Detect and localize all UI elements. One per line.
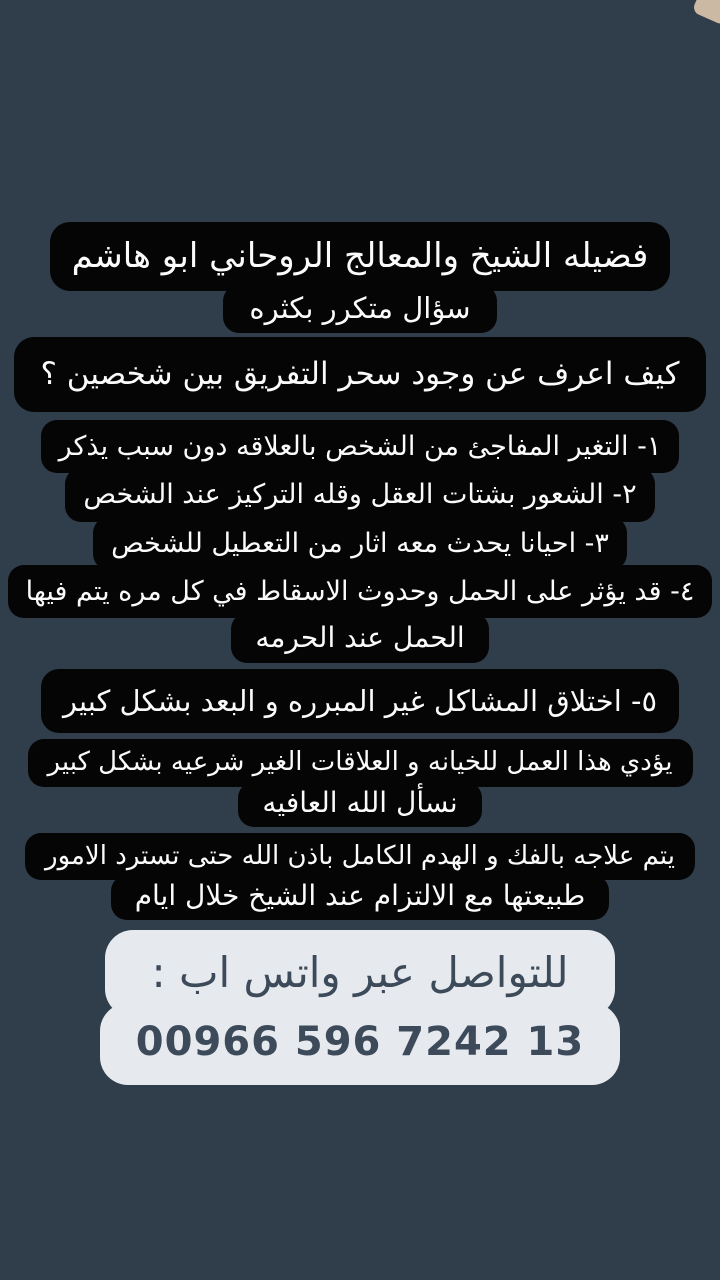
sheikh-title-line: فضيله الشيخ والمعالج الروحاني ابو هاشم: [50, 222, 671, 291]
treatment-block: [25, 833, 695, 920]
sign-item-3: ٣- احيانا يحدث معه اثار من التعطيل للشخص: [93, 517, 627, 570]
treatment-continuation-line: طبيعتها مع الالتزام عند الشيخ خلال ايام: [111, 875, 610, 920]
warning-line: يؤدي هذا العمل للخيانه و العلاقات الغير شرعيه بشكل كبير: [28, 739, 693, 787]
header-block: [50, 222, 671, 333]
whatsapp-phone-number: 00966 596 7242 13: [100, 1003, 620, 1085]
signs-list-block: [8, 420, 713, 663]
warning-block: [28, 739, 693, 826]
sign-item-2: ٢- الشعور بشتات العقل وقله التركيز عند الشخص: [65, 468, 654, 521]
question-line: كيف اعرف عن وجود سحر التفريق بين شخصين ؟: [14, 337, 705, 412]
contact-block: [100, 930, 620, 1085]
whatsapp-contact-label: للتواصل عبر واتس اب :: [105, 930, 614, 1017]
repeated-question-line: سؤال متكرر بكثره: [223, 285, 496, 333]
sign-item-4-continuation: الحمل عند الحرمه: [231, 613, 488, 664]
sign-item-4: ٤- قد يؤثر على الحمل وحدوث الاسقاط في كل مره يتم فيها: [8, 565, 713, 618]
supplication-line: نسأل الله العافيه: [238, 782, 481, 827]
sign-item-1: ١- التغير المفاجئ من الشخص بالعلاقه دون سبب يذكر: [41, 420, 680, 473]
treatment-line: يتم علاجه بالفك و الهدم الكامل باذن الله حتى تسترد الامور: [25, 833, 695, 881]
sign-item-5: ٥- اختلاق المشاكل غير المبرره و البعد بشكل كبير: [41, 669, 679, 733]
